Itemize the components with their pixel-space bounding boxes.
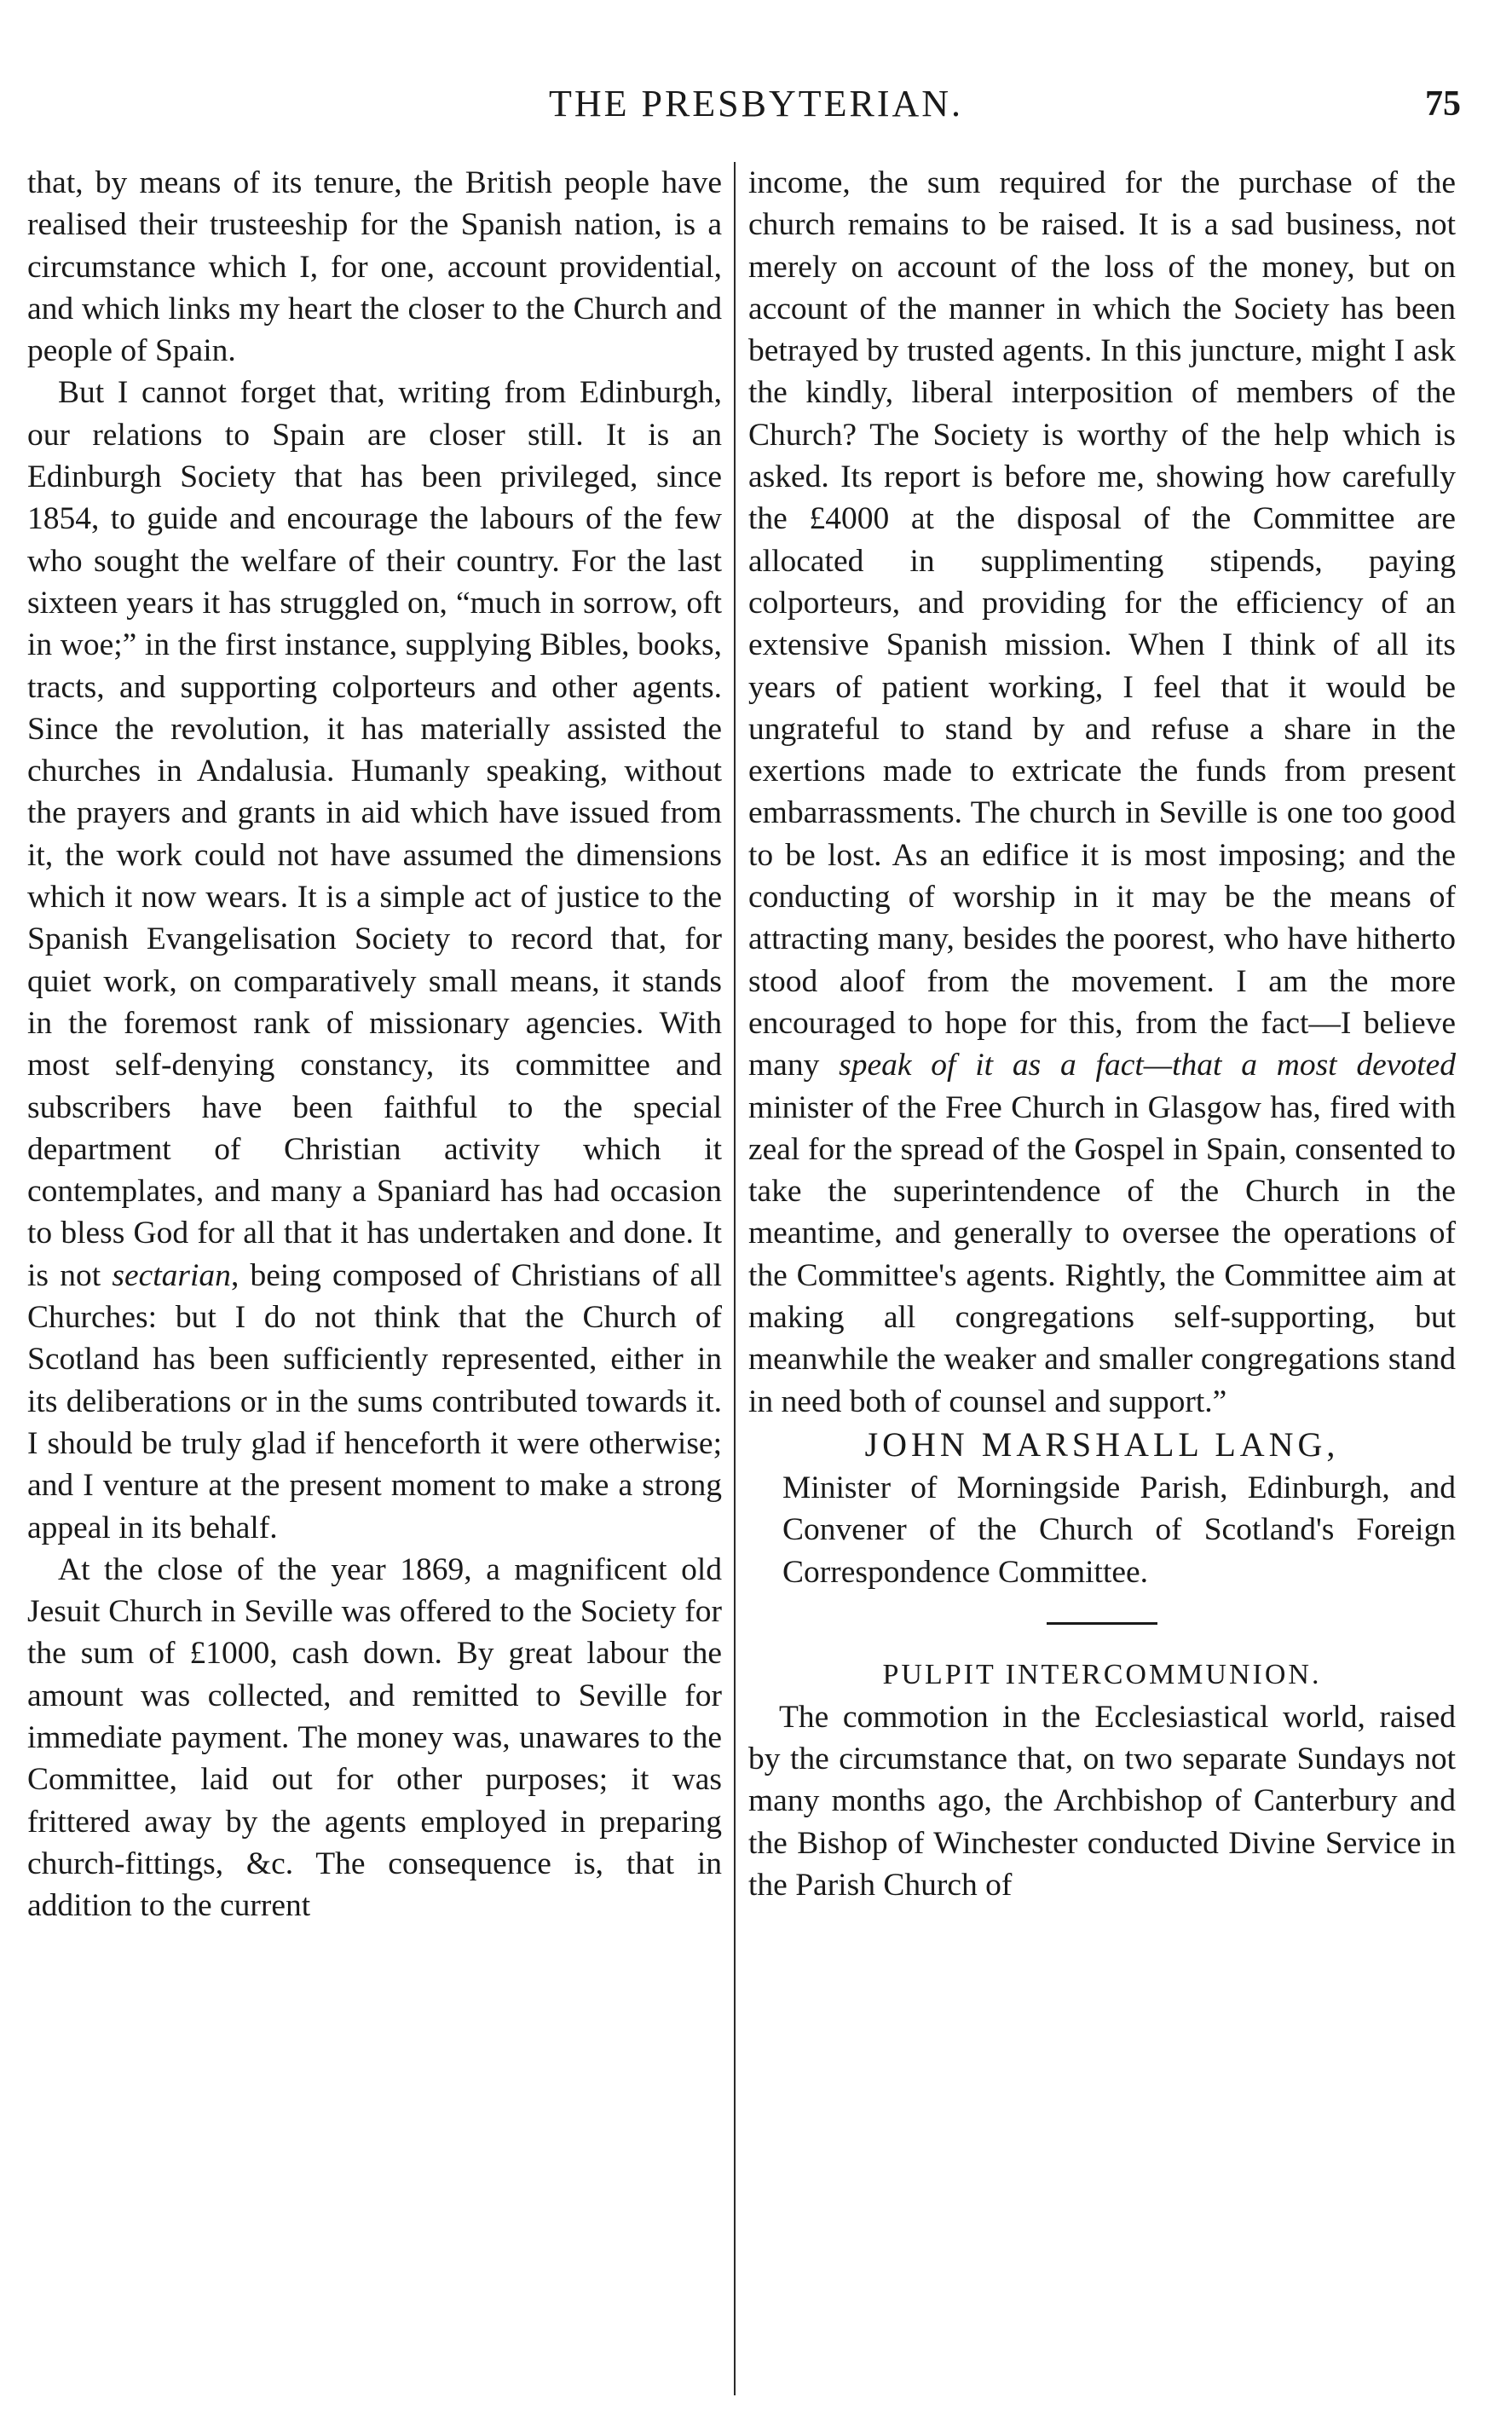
right-paragraph-1-text-b: minister of the Free Church in Glasgow has, fired with zeal for the spread of the Gospel in Spain, consented to take the superintendence of the Church in the meantime, and generally to oversee the operations of the Committee's agents. Rightly, the Committee aim at making all congregations self-supporting, but meanwhile the weaker and smaller congregations stand in need both of counsel and support.” (748, 1089, 1456, 1419)
section-heading: PULPIT INTERCOMMUNION. (882, 1658, 1322, 1690)
section-paragraph-1-text: The commotion in the Ecclesiastical world, raised by the circumstance that, on two separate Sundays not many months ago, the Archbishop of Canterbury and the Bishop of Winchester conducted Divine Service in the Parish Church of (748, 1699, 1456, 1903)
left-paragraph-2-text-b: , being composed of Christians of all Churches: but I do not think that the Church of Scotland has been sufficiently represented, either in its deliberations or in the sums contributed towards it. I should be truly glad if henceforth it were otherwise; and I venture at the present moment to make a strong appeal in its behalf. (27, 1257, 722, 1545)
right-paragraph-1-italic: speak of it as a fact—that a most devoted (839, 1048, 1456, 1083)
signature-name: JOHN MARSHALL LANG, (864, 1424, 1340, 1464)
left-paragraph-1-text: that, by means of its tenure, the British people have realised their trusteeship for the Spanish nation, is a circumstance which I, for one, account providential, and which links my heart the closer to the Church and people of Spain. (27, 165, 722, 369)
right-column (748, 162, 1456, 1906)
signature-description: Minister of Morningside Parish, Edinburgh, and Convener of the Church of Scotland's Foreign Correspondence Committee. (782, 1470, 1456, 1590)
right-paragraph-1 (748, 162, 1456, 1423)
section-separator-rule (1047, 1622, 1157, 1625)
left-column (27, 162, 722, 1927)
left-paragraph-2-text-a: But I cannot forget that, writing from Edinburgh, our relations to Spain are closer still. It is an Edinburgh Society that has been privileged, since 1854, to guide and encourage the labours of the few who sought the welfare of their country. For the last sixteen years it has struggled on, “much in sorrow, oft in woe;” in the first instance, supplying Bibles, books, tracts, and supporting colporteurs and other agents. Since the revolution, it has materially assisted the churches in Andalusia. Humanly speaking, without the prayers and grants in aid which have issued from it, the work could not have assumed the dimensions which it now wears. It is a simple act of justice to the Spanish Evangelisation Society to record that, for quiet work, on comparatively small means, it stands in the foremost rank of missionary agencies. With most self-denying constancy, its committee and subscribers have been faithful to the special department of Christian activity which it contemplates, and many a Spaniard has had occasion to bless God for all that it has undertaken and done. It is not (27, 375, 722, 1293)
left-paragraph-1 (27, 162, 722, 372)
left-paragraph-3 (27, 1549, 722, 1927)
left-paragraph-2 (27, 372, 722, 1548)
right-paragraph-1-text-a: income, the sum required for the purchase of the church remains to be raised. It is a sad business, not merely on account of the loss of the money, but on account of the manner in which the Society has been betrayed by trusted agents. In this juncture, might I ask the kindly, liberal interposition of members of the Church? The Society is worthy of the help which is asked. Its report is before me, showing how carefully the £4000 at the disposal of the Committee are allocated in supplimenting stipends, paying colporteurs, and providing for the efficiency of an extensive Spanish mission. When I think of all its years of patient working, I feel that it would be ungrateful to stand by and refuse a share in the exertions made to extricate the funds from present embarrassments. The church in Seville is one too good to be lost. As an edifice it is most imposing; and the conducting of worship in it may be the means of attracting many, besides the poorest, who have hitherto stood aloof from the movement. I am the more encouraged to hope for this, from the fact—I believe many (748, 165, 1456, 1083)
left-paragraph-2-italic: sectarian (112, 1257, 231, 1293)
page-number: 75 (1425, 84, 1461, 124)
running-head (26, 78, 1486, 130)
column-divider (734, 162, 736, 2395)
running-title: THE PRESBYTERIAN. (548, 83, 964, 124)
section-paragraph-1 (748, 1696, 1456, 1906)
left-paragraph-3-text: At the close of the year 1869, a magnificent old Jesuit Church in Seville was offered to the Society for the sum of £1000, cash down. By great labour the amount was collected, and remitted to Seville for immediate payment. The money was, unawares to the Committee, laid out for other purposes; it was frittered away by the agents employed in preparing church-fittings, &c. The consequence is, that in addition to the current (27, 1551, 722, 1924)
